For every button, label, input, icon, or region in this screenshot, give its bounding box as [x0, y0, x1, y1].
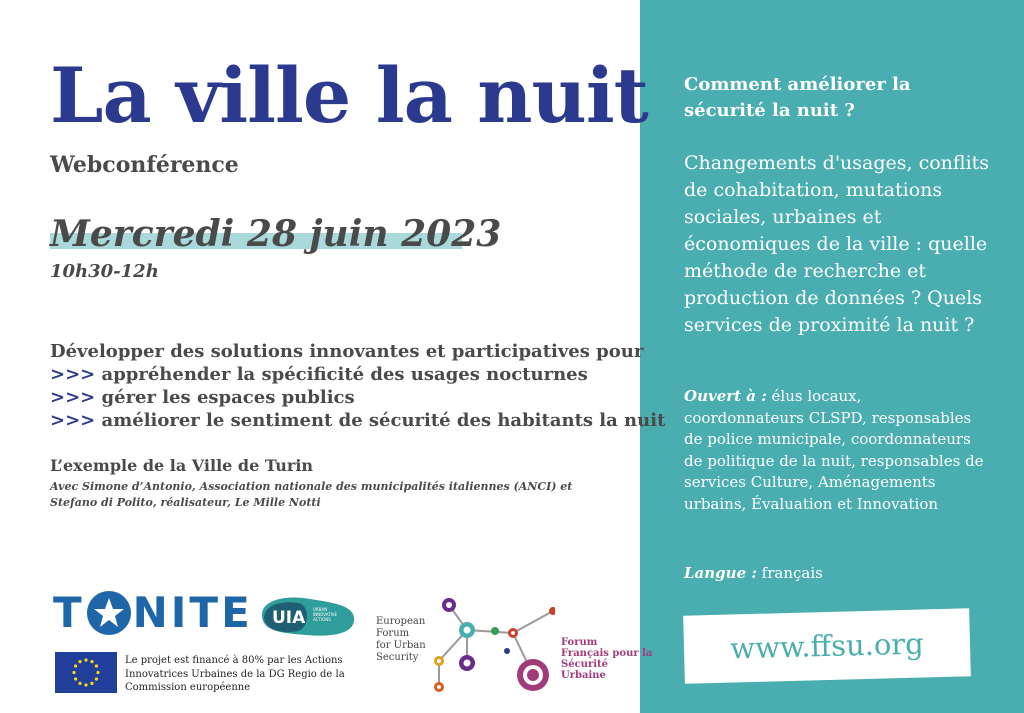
svg-text:ACTIONS: ACTIONS [313, 617, 331, 622]
language-label: Langue : [684, 564, 757, 582]
goal-item [50, 386, 665, 409]
url-box [683, 608, 971, 683]
sidebar-heading: Comment améliorer la sécurité la nuit ? [684, 74, 911, 121]
goal-item [50, 363, 665, 386]
efus-line: Security [376, 652, 419, 663]
goal-text: améliorer le sentiment de sécurité des habitants la nuit [101, 410, 666, 431]
tonite-logo [53, 588, 253, 637]
audience-label: Ouvert à : [684, 387, 767, 405]
event-time: 10h30-12h [50, 261, 159, 282]
goals-block [50, 340, 665, 432]
ffsu-line: Sécurité [561, 659, 608, 670]
sidebar-question: Changements d'usages, conflits de cohabitation, mutations sociales, urbaines et économiques de la ville : quelle méthode de recherche et production de données ? Quels services de proximité la nuit ? [684, 152, 990, 336]
tonite-logo-text: NITE [132, 588, 253, 637]
ffsu-line: Français pour la [561, 648, 653, 659]
audience-block [684, 386, 984, 515]
eu-flag-icon [55, 652, 117, 693]
svg-text:URBAN: URBAN [313, 607, 328, 612]
website-link[interactable]: www.ffsu.org [729, 626, 925, 666]
efus-line: Forum [376, 628, 410, 639]
event-title: La ville la nuit [50, 51, 648, 140]
ffsu-line: Urbaine [561, 670, 606, 681]
efus-line: for Urban [376, 640, 426, 651]
arrow-icon: >>> [50, 364, 96, 385]
language-block [684, 566, 823, 581]
goals-intro: Développer des solutions innovantes et participatives pour [50, 341, 644, 362]
tonite-logo-text: T [53, 588, 85, 637]
ffsu-logo-text [561, 637, 652, 681]
arrow-icon: >>> [50, 410, 96, 431]
arrow-icon: >>> [50, 387, 96, 408]
efus-line: European [376, 616, 426, 627]
star-icon [87, 591, 131, 635]
goal-text: gérer les espaces publics [101, 387, 355, 408]
language-value: français [761, 564, 823, 582]
turin-title: L’exemple de la Ville de Turin [50, 456, 314, 475]
uia-logo [258, 593, 358, 639]
network-logo-icon [425, 595, 555, 695]
ffsu-line: Forum [561, 637, 598, 648]
goal-item [50, 409, 665, 432]
turin-detail: Avec Simone d’Antonio, Association nationale des municipalités italiennes (ANCI) et Stefano di Polito, réalisateur, Le Mille Notti [50, 480, 573, 509]
efus-logo-text [376, 616, 426, 664]
event-date: Mercredi 28 juin 2023 [50, 213, 502, 255]
eu-funding-text: Le projet est financé à 80% par les Actions Innovatrices Urbaines de la DG Regio de la Commission européenne [125, 655, 345, 693]
svg-text:INNOVATIVE: INNOVATIVE [313, 612, 338, 617]
audience-text: élus locaux, coordonnateurs CLSPD, responsables de police municipale, coordonnateurs de politique de la nuit, responsables de services Culture, Aménagements urbains, Évaluation et Innovation [684, 387, 984, 513]
event-subtitle: Webconférence [50, 152, 239, 178]
goal-text: appréhender la spécificité des usages nocturnes [101, 364, 588, 385]
uia-logo-text: UIA [272, 608, 306, 628]
